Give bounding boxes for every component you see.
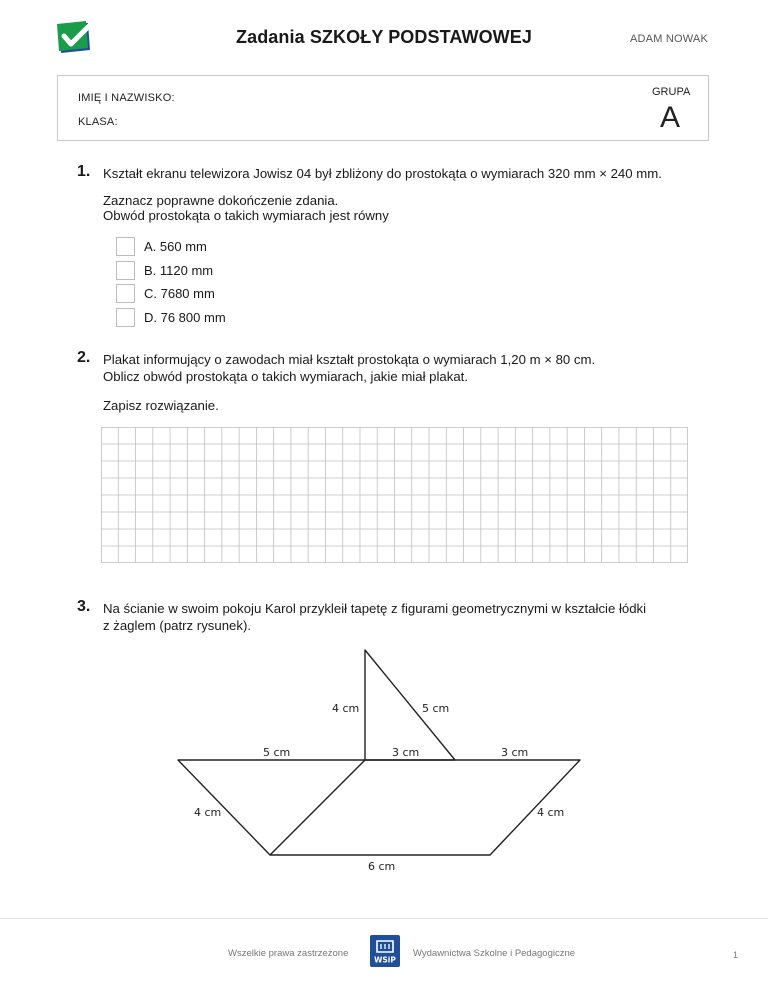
question-2-number: 2. [77,349,91,366]
answer-grid[interactable] [101,427,688,563]
question-1-text: Kształt ekranu telewizora Jowisz 04 był zbliżony do prostokąta o wymiarach 320 mm × 240 mm. [103,166,662,181]
label-mast: 4 cm [332,702,360,715]
question-1-number: 1. [77,163,91,180]
question-3-text: Na ścianie w swoim pokoju Karol przykleił tapetę z figurami geometrycznymi w kształcie łódki [103,601,647,616]
option-d-label: D. 76 800 mm [144,310,226,325]
wsip-logo-icon [370,935,400,967]
option-b-label: B. 1120 mm [144,263,214,278]
hull-diagonal [270,760,365,855]
class-field-label: KLASA: [78,116,118,128]
label-side-right: 4 cm [537,806,565,819]
boat-figure [170,645,590,877]
question-2-instruction: Zapisz rozwiązanie. [103,398,219,413]
name-field-label: IMIĘ I NAZWISKO: [78,92,175,104]
group-value: A [660,101,681,134]
label-side-left: 4 cm [194,806,222,819]
author-name: ADAM NOWAK [630,33,708,45]
option-c-checkbox[interactable] [116,284,135,303]
option-c-label: C. 7680 mm [144,286,215,301]
page-title: Zadania SZKOŁY PODSTAWOWEJ [236,27,532,47]
page-number: 1 [733,950,739,960]
hull-trapezoid [178,760,580,855]
question-1-prompt: Obwód prostokąta o takich wymiarach jest równy [103,208,389,223]
label-sail: 5 cm [422,702,450,715]
wsip-logo-text: WSiP [374,955,396,965]
question-1-instruction: Zaznacz poprawne dokończenie zdania. [103,193,339,208]
label-deck-mid: 3 cm [392,746,420,759]
student-info-box [57,75,709,141]
footer-divider [0,918,768,919]
footer-rights: Wszelkie prawa zastrzeżone [228,948,349,959]
group-label: GRUPA [652,86,691,98]
label-bottom: 6 cm [368,860,396,873]
label-deck-right: 3 cm [501,746,529,759]
footer-publisher: Wydawnictwa Szkolne i Pedagogiczne [413,948,576,959]
option-a-checkbox[interactable] [116,237,135,256]
question-3-number: 3. [77,598,91,615]
question-2-task: Oblicz obwód prostokąta o takich wymiarach, jakie miał plakat. [103,369,469,384]
question-3-text-cont: z żaglem (patrz rysunek). [103,618,252,633]
option-a-label: A. 560 mm [144,239,207,254]
question-2-text: Plakat informujący o zawodach miał kształt prostokąta o wymiarach 1,20 m × 80 cm. [103,352,596,367]
option-d-checkbox[interactable] [116,308,135,327]
label-deck-left: 5 cm [263,746,291,759]
option-b-checkbox[interactable] [116,261,135,280]
